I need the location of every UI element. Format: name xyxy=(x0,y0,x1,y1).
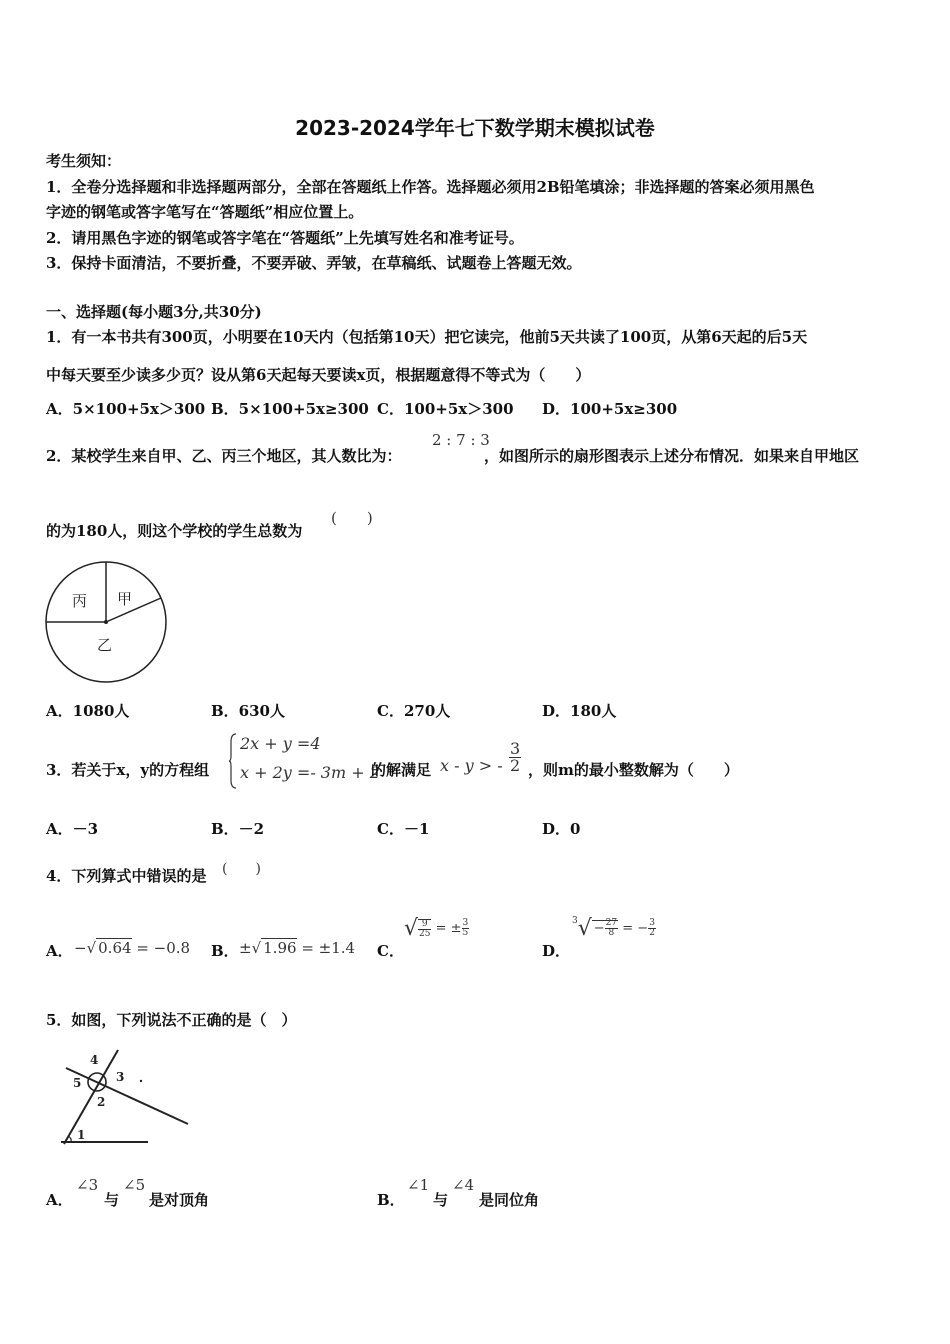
q4-option-c-rden: 5 xyxy=(462,928,469,938)
q4-option-c-rnum: 3 xyxy=(462,918,469,928)
notice-line: 3．保持卡面清洁，不要折叠，不要弄破、弄皱，在草稿纸、试题卷上答题无效。 xyxy=(46,254,582,272)
q4-option-a-label: A． xyxy=(46,942,73,960)
sqrt-symbol: √ 1.96 xyxy=(251,939,297,957)
pie-radius-right xyxy=(106,598,161,622)
q4-option-c-result xyxy=(462,919,470,938)
q5-stem: 5．如图，下列说法不正确的是（ ） xyxy=(46,1011,297,1029)
q5-option-b-angle1: ∠1 xyxy=(407,1176,430,1194)
figure-label-3: 3 xyxy=(116,1070,125,1084)
page-title: 2023-2024学年七下数学期末模拟试卷 xyxy=(295,116,655,140)
q4-option-b-result: = ±1.4 xyxy=(296,939,356,957)
q4-option-b-expr xyxy=(239,939,355,957)
figure-label-4: 4 xyxy=(90,1053,99,1067)
pie-label-yi: 乙 xyxy=(97,636,113,654)
q4-option-d-label: D． xyxy=(542,942,571,960)
q4-answer-paren: ( ) xyxy=(222,861,261,877)
q5-option-a-mid: 与 xyxy=(104,1191,120,1209)
notice-line: 字迹的钢笔或答字笔写在“答题纸”相应位置上。 xyxy=(46,203,364,221)
q4-option-b-label: B． xyxy=(211,942,239,960)
sqrt-symbol: √ xyxy=(577,916,592,941)
q1-option-b: B．5×100+5x≥300 xyxy=(211,400,369,418)
q3-fraction-num: 3 xyxy=(510,739,521,758)
figure-line-slant xyxy=(66,1068,188,1124)
q4-option-a-sign: − xyxy=(74,939,87,957)
q5-option-b-label: B． xyxy=(377,1191,405,1209)
q2-option-a: A．1080人 xyxy=(46,702,130,720)
pie-figure xyxy=(40,558,175,688)
q4-option-d-result xyxy=(648,919,656,938)
q3-equation-2: x + 2y =- 3m + 2 xyxy=(240,763,380,782)
notice-line: 2．请用黑色字迹的钢笔或答字笔在“答题纸”上先填写姓名和准考证号。 xyxy=(46,229,524,247)
notice-heading: 考生须知： xyxy=(46,152,122,170)
q3-option-d: D．0 xyxy=(542,820,581,838)
q4-option-d-frac xyxy=(605,919,618,938)
q4-option-b-sign: ± xyxy=(239,939,252,957)
q3-system-brace xyxy=(228,732,238,790)
angles-figure xyxy=(56,1044,196,1152)
q1-stem-line1: 1．有一本书共有300页，小明要在10天内（包括第10天）把它读完，他前5天共读了100页，从第6天起的后5天 xyxy=(46,328,808,346)
q4-option-d-rnum: 3 xyxy=(649,918,655,928)
q4-option-d-expr xyxy=(572,916,656,941)
q3-option-b: B．－2 xyxy=(211,820,265,838)
q4-option-d-den: 8 xyxy=(608,928,615,938)
q3-inequality: x - y > - xyxy=(440,756,503,775)
q2-stem-pre: 2．某校学生来自甲、乙、丙三个地区，其人数比为： xyxy=(46,447,402,465)
q3-stem-mid: 的解满足 xyxy=(371,761,432,779)
q4-option-c-eq: = ± xyxy=(435,921,462,936)
q2-option-d: D．180人 xyxy=(542,702,617,720)
pie-center-dot xyxy=(104,620,108,624)
notice-line: 1．全卷分选择题和非选择题两部分，全部在答题纸上作答。选择题必须用2B铅笔填涂；非选择题的答案必须用黑色 xyxy=(46,178,815,196)
q3-stem-pre: 3．若关于x，y的方程组 xyxy=(46,761,210,779)
q2-stem-post: ，如图所示的扇形图表示上述分布情况．如果来自甲地区 xyxy=(484,447,860,465)
q4-option-d-num: 27 xyxy=(605,918,618,928)
q4-option-a-radicand: 0.64 xyxy=(98,939,132,957)
q3-option-a: A．－3 xyxy=(46,820,99,838)
q2-stem-line2: 的为180人，则这个学校的学生总数为 xyxy=(46,522,303,540)
figure-label-1: 1 xyxy=(77,1128,86,1142)
q4-stem: 4．下列算式中错误的是 xyxy=(46,867,207,885)
q5-option-b-angle2: ∠4 xyxy=(452,1176,475,1194)
pie-label-bing: 丙 xyxy=(72,592,88,610)
q4-option-d-radicand xyxy=(592,920,618,936)
q4-option-d-minus: − xyxy=(593,921,605,936)
q5-option-b-mid: 与 xyxy=(433,1191,449,1209)
q3-fraction xyxy=(509,741,521,774)
section-heading: 一、选择题(每小题3分,共30分) xyxy=(46,303,262,321)
figure-label-2: 2 xyxy=(97,1095,106,1109)
q2-option-c: C．270人 xyxy=(377,702,451,720)
q1-option-d: D．100+5x≥300 xyxy=(542,400,678,418)
q4-option-c-expr xyxy=(404,916,469,941)
q1-option-c: C．100+5x＞300 xyxy=(377,400,514,418)
q4-option-d-eq: = − xyxy=(622,921,649,936)
q3-stem-post: ，则m的最小整数解为（ ） xyxy=(528,761,739,779)
q2-ratio: 2 : 7 : 3 xyxy=(432,431,490,449)
q4-option-a-result: = −0.8 xyxy=(131,939,191,957)
sqrt-symbol: √ xyxy=(404,916,419,941)
q3-fraction-den: 2 xyxy=(510,756,521,775)
q4-option-a-expr xyxy=(74,939,190,957)
q3-equation-1: 2x + y =4 xyxy=(240,734,321,753)
figure-dot xyxy=(140,1080,142,1082)
q5-option-a-angle2: ∠5 xyxy=(123,1176,146,1194)
q4-option-b-radicand: 1.96 xyxy=(263,939,297,957)
q3-option-c: C．－1 xyxy=(377,820,430,838)
q2-option-b: B．630人 xyxy=(211,702,285,720)
q4-option-d-rden: 2 xyxy=(649,928,655,938)
sqrt-symbol: √ 0.64 xyxy=(86,939,132,957)
q4-option-c-num: 9 xyxy=(418,920,431,930)
q4-option-c-den: 25 xyxy=(419,928,431,939)
q5-option-b-text: 是同位角 xyxy=(479,1191,540,1209)
q5-option-a-text: 是对顶角 xyxy=(149,1191,210,1209)
q4-option-d-index: 3 xyxy=(572,916,578,926)
figure-label-5: 5 xyxy=(73,1076,82,1090)
q5-option-a-angle1: ∠3 xyxy=(76,1176,99,1194)
q2-answer-paren: ( ) xyxy=(331,509,373,527)
q5-option-a-label: A． xyxy=(46,1191,73,1209)
q4-option-c-label: C． xyxy=(377,942,404,960)
pie-label-jia: 甲 xyxy=(117,590,133,608)
q1-option-a: A．5×100+5x＞300 xyxy=(46,400,206,418)
q4-option-c-frac xyxy=(418,919,431,939)
q1-stem-line2: 中每天要至少读多少页？设从第6天起每天要读x页，根据题意得不等式为（ ） xyxy=(46,366,591,384)
